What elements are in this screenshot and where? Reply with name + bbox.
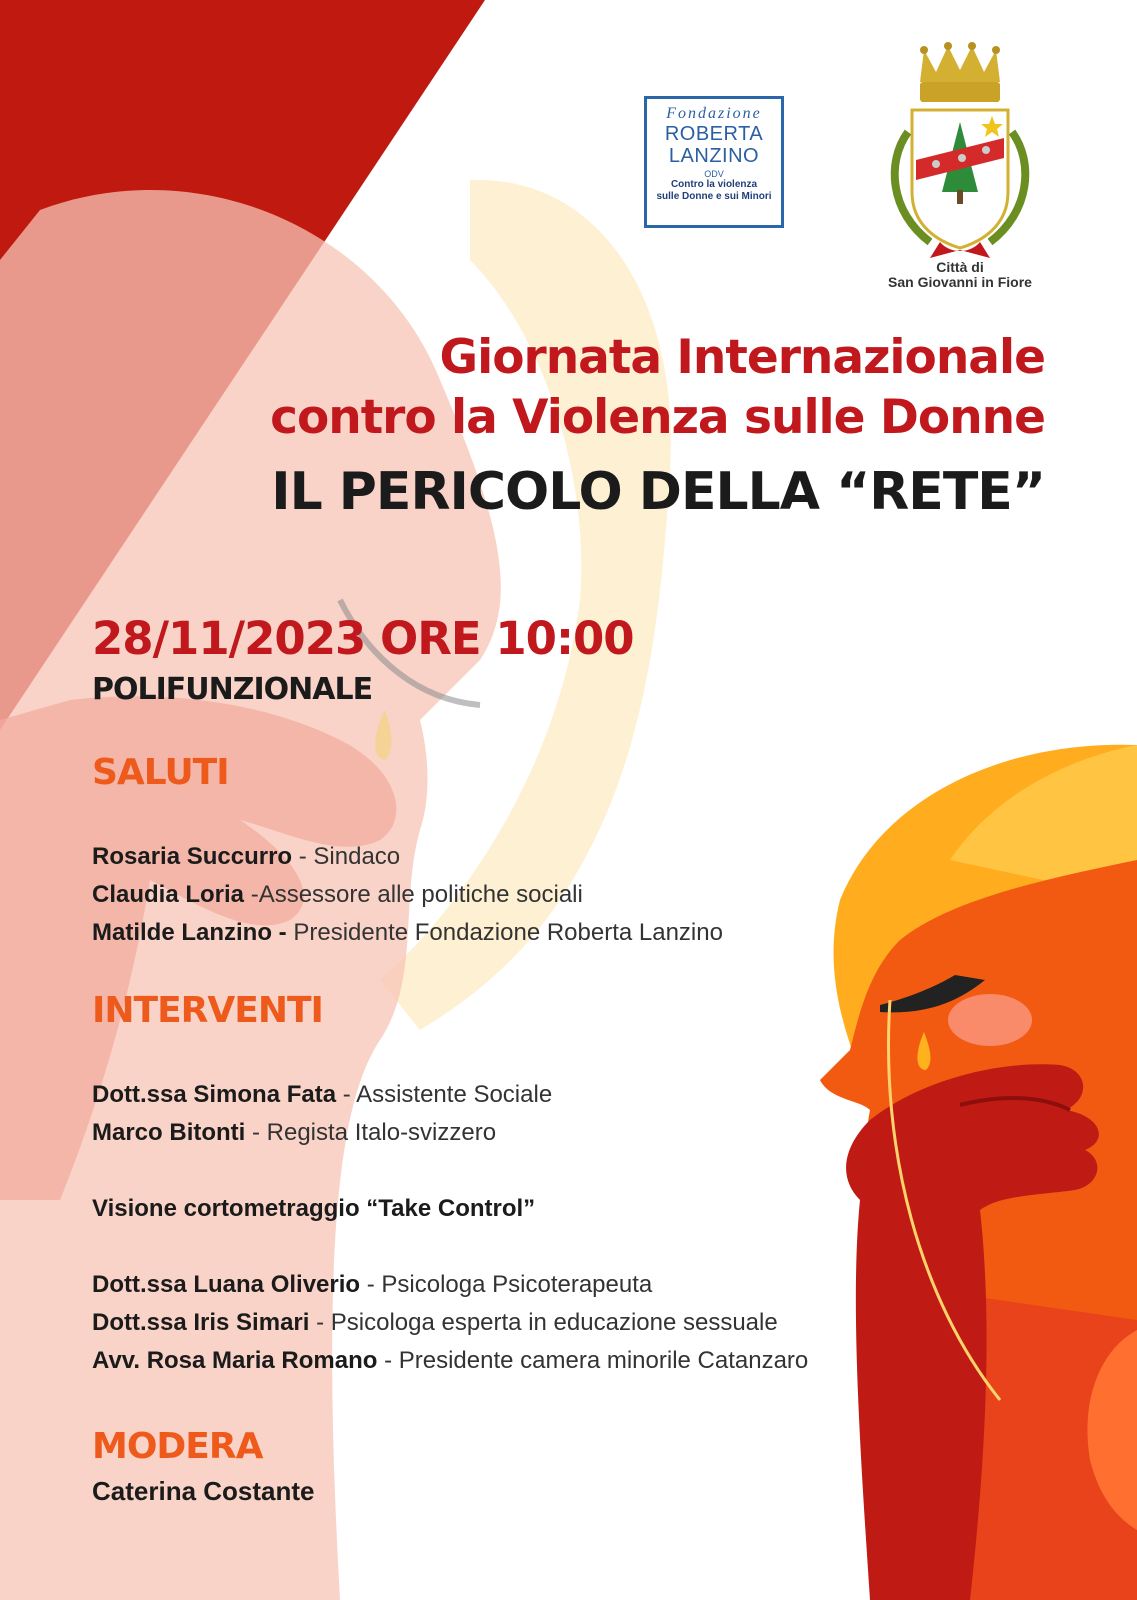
logo-tagline-2: sulle Donne e sui Minori (656, 191, 772, 202)
logo-line-1: ROBERTA (664, 123, 764, 145)
saluti-list (92, 838, 723, 952)
title-line-2: contro la Violenza sulle Donne (270, 390, 1045, 445)
section-heading-saluti: SALUTI (92, 752, 229, 793)
logo-line-2: LANZINO (668, 145, 760, 167)
foundation-logo (644, 96, 784, 228)
speaker-role: - Sindaco (292, 843, 401, 870)
list-item (92, 1076, 552, 1114)
subtitle: IL PERICOLO DELLA “RETE” (271, 462, 1045, 522)
interventi-list (92, 1076, 552, 1152)
speaker-name: Rosaria Succurro (92, 843, 293, 870)
section-heading-interventi: INTERVENTI (92, 990, 323, 1031)
list-item (92, 1114, 552, 1152)
speaker-name: Claudia Loria (92, 881, 245, 908)
interventi-list-2 (92, 1266, 808, 1380)
screening-line (92, 1190, 535, 1228)
section-heading-modera: MODERA (92, 1426, 263, 1467)
city-caption-line-1: Città di (936, 259, 984, 275)
list-item (92, 1342, 808, 1380)
screening-title: Visione cortometraggio “Take Control” (92, 1195, 536, 1222)
right-woman-cheek (948, 994, 1032, 1046)
list-item (92, 838, 723, 876)
speaker-name: Avv. Rosa Maria Romano (92, 1347, 378, 1374)
speaker-role: - Assistente Sociale (336, 1081, 553, 1108)
list-item (92, 1304, 808, 1342)
list-item (92, 876, 723, 914)
speaker-name: Dott.ssa Simona Fata (92, 1081, 337, 1108)
speaker-role: - Psicologa esperta in educazione sessuale (309, 1309, 778, 1336)
speaker-name: Dott.ssa Luana Oliverio (92, 1271, 361, 1298)
speaker-name: Marco Bitonti (92, 1119, 246, 1146)
list-item (92, 1266, 808, 1304)
city-caption (840, 260, 1080, 290)
city-crest-icon (880, 42, 1040, 264)
logo-odv: ODV (704, 169, 724, 179)
logo-tagline-1: Contro la violenza (670, 179, 758, 190)
event-venue: POLIFUNZIONALE (92, 672, 373, 707)
speaker-name: Dott.ssa Iris Simari (92, 1309, 310, 1336)
list-item (92, 914, 723, 952)
city-caption-line-2: San Giovanni in Fiore (888, 274, 1032, 290)
speaker-role: - Psicologa Psicoterapeuta (360, 1271, 653, 1298)
speaker-name: Matilde Lanzino - (92, 919, 287, 946)
title-line-1: Giornata Internazionale (439, 330, 1045, 385)
moderator-name: Caterina Costante (92, 1476, 315, 1506)
speaker-role: - Regista Italo-svizzero (245, 1119, 497, 1146)
speaker-role: -Assessore alle politiche sociali (244, 881, 583, 908)
event-date: 28/11/2023 ORE 10:00 (92, 612, 634, 665)
speaker-role: Presidente Fondazione Roberta Lanzino (286, 919, 723, 946)
logo-script-text: Fondazione (666, 105, 762, 122)
speaker-role: - Presidente camera minorile Catanzaro (377, 1347, 809, 1374)
